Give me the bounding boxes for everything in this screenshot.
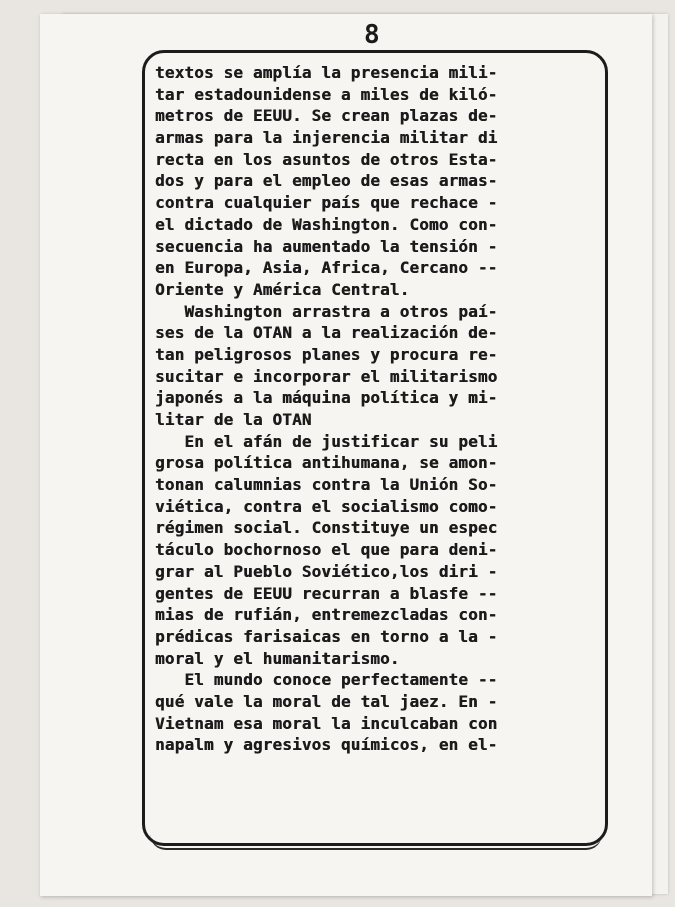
text-line: recta en los asuntos de otros Esta- bbox=[155, 149, 498, 169]
text-line: moral y el humanitarismo. bbox=[155, 648, 400, 668]
text-line: Oriente y América Central. bbox=[155, 279, 410, 299]
text-line: contra cualquier país que rechace - bbox=[155, 193, 498, 213]
text-line: régimen social. Constituye un espec bbox=[155, 518, 498, 538]
text-line: litar de la OTAN bbox=[155, 410, 312, 429]
text-line: secuencia ha aumentado la tensión - bbox=[155, 236, 498, 256]
text-line: táculo bochornoso el que para deni- bbox=[155, 540, 498, 560]
text-line: Vietnam esa moral la inculcaban con bbox=[155, 713, 498, 733]
text-line: grosa política antihumana, se amon- bbox=[155, 453, 498, 473]
text-line: grar al Pueblo Soviético,los diri - bbox=[155, 561, 498, 581]
text-line: napalm y agresivos químicos, en el- bbox=[155, 735, 498, 755]
text-line: En el afán de justificar su peli bbox=[155, 431, 498, 451]
text-line: sucitar e incorporar el militarismo bbox=[155, 366, 498, 386]
text-line: El mundo conoce perfectamente -- bbox=[155, 670, 498, 690]
text-line: tar estadounidense a miles de kiló- bbox=[155, 84, 498, 104]
text-line: dos y para el empleo de esas armas- bbox=[155, 171, 498, 191]
text-line: gentes de EEUU recurran a blasfe -- bbox=[155, 583, 498, 603]
text-line: mias de rufián, entremezcladas con- bbox=[155, 605, 498, 625]
text-line: textos se amplía la presencia mili- bbox=[155, 63, 498, 82]
text-line: viética, contra el socialismo como- bbox=[155, 496, 498, 516]
text-line: japonés a la máquina política y mi- bbox=[155, 388, 498, 408]
text-line: metros de EEUU. Se crean plazas de- bbox=[155, 106, 498, 126]
text-line: armas para la injerencia militar di bbox=[155, 128, 498, 148]
text-frame-shadow bbox=[150, 834, 602, 850]
text-line: en Europa, Asia, Africa, Cercano -- bbox=[155, 258, 498, 278]
text-line: qué vale la moral de tal jaez. En - bbox=[155, 691, 498, 711]
typewritten-text bbox=[155, 62, 605, 756]
text-line: tan peligrosos planes y procura re- bbox=[155, 344, 498, 364]
text-line: Washington arrastra a otros paí- bbox=[155, 301, 498, 321]
text-line: ses de la OTAN a la realización de- bbox=[155, 323, 498, 343]
page-number: 8 bbox=[364, 20, 380, 50]
text-line: el dictado de Washington. Como con- bbox=[155, 214, 498, 234]
text-line: prédicas farisaicas en torno a la - bbox=[155, 626, 498, 646]
text-line: tonan calumnias contra la Unión So- bbox=[155, 475, 498, 495]
